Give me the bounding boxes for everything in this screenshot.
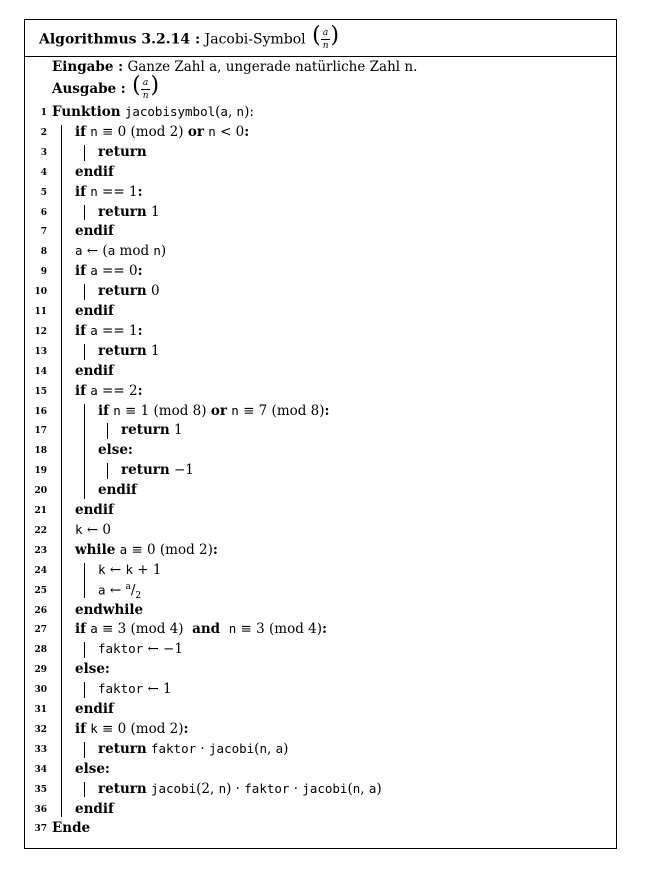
algorithm-label: Algorithmus 3.2.14 : — [39, 31, 201, 48]
code-line — [25, 163, 616, 183]
output-label: Ausgabe : — [52, 81, 126, 97]
code-text: endif — [98, 482, 137, 499]
line-number: 10 — [34, 287, 47, 298]
block-indent-bar — [84, 145, 85, 161]
line-number: 20 — [34, 486, 47, 497]
code-line — [25, 700, 616, 720]
block-indent-bar — [84, 782, 85, 798]
code-line — [25, 402, 616, 422]
code-line — [25, 501, 616, 521]
line-number: 4 — [40, 167, 47, 178]
code-text: return jacobi(2, n) · faktor · jacobi(n, a) — [98, 780, 382, 797]
line-number: 24 — [34, 565, 47, 576]
block-indent-bar — [84, 284, 85, 300]
code-text: if n ≡ 0 (mod 2) or n < 0: — [75, 123, 250, 140]
line-number: 14 — [34, 366, 47, 377]
code-line — [25, 242, 616, 262]
code-line — [25, 421, 616, 441]
code-text: else: — [75, 661, 110, 678]
code-line — [25, 322, 616, 342]
code-text: endif — [75, 502, 114, 518]
line-number: 11 — [34, 307, 47, 317]
code-line — [25, 640, 616, 660]
code-line — [25, 362, 616, 382]
line-number: 12 — [34, 326, 47, 337]
jacobi-symbol-fraction: ( a n ) — [312, 23, 340, 51]
line-number: 23 — [34, 545, 47, 556]
code-text: a ← $^a/_2$ — [98, 581, 142, 601]
line-number: 13 — [34, 346, 47, 357]
algorithm-name: Jacobi-Symbol — [204, 31, 306, 48]
code-line — [25, 203, 616, 223]
line-number: 5 — [40, 187, 47, 198]
line-number: 22 — [34, 525, 47, 536]
code-text: return 1 — [98, 203, 160, 220]
code-line — [25, 581, 616, 601]
code-text: return 1 — [98, 342, 160, 359]
line-number: 26 — [34, 605, 47, 616]
line-number: 3 — [40, 147, 47, 158]
line-number: 17 — [34, 426, 47, 437]
block-indent-bar — [84, 205, 85, 221]
code-line — [25, 461, 616, 481]
code-line — [25, 521, 616, 541]
block-indent-bar — [107, 423, 108, 439]
line-number: 7 — [40, 227, 47, 238]
line-number: 34 — [34, 764, 47, 775]
code-text: faktor ← −1 — [98, 641, 183, 658]
output-fraction: ( a n ) — [132, 73, 160, 101]
code-text: if a == 1: — [75, 322, 143, 339]
code-text: return 1 — [121, 422, 183, 439]
block-indent-bar — [107, 463, 108, 479]
code-text: endif — [75, 303, 114, 319]
block-indent-bar — [84, 563, 85, 599]
code-line — [25, 660, 616, 680]
input-text: Ganze Zahl a, ungerade natürliche Zahl n. — [127, 59, 418, 75]
input-label: Eingabe : — [52, 59, 124, 75]
code-line — [25, 262, 616, 282]
code-text: a ← (a mod n) — [75, 243, 167, 260]
block-indent-bar — [84, 344, 85, 360]
line-number: 15 — [34, 386, 47, 397]
code-text: endif — [75, 223, 114, 240]
output-line — [52, 73, 160, 101]
code-line — [25, 541, 616, 561]
code-line — [25, 123, 616, 143]
code-text: if k ≡ 0 (mod 2): — [75, 720, 189, 737]
line-number: 9 — [40, 267, 47, 278]
block-indent-bar — [84, 404, 85, 500]
line-number: 37 — [34, 824, 47, 835]
code-line — [25, 342, 616, 362]
code-text: Funktion jacobisymbol(a, n): — [52, 104, 254, 120]
line-number: 31 — [34, 705, 47, 715]
line-number: 30 — [34, 685, 47, 696]
line-number: 33 — [34, 744, 47, 755]
code-text: endwhile — [75, 601, 144, 618]
code-line — [25, 561, 616, 581]
algorithm-header — [25, 20, 616, 57]
line-number: 1 — [40, 108, 47, 118]
code-text: endif — [75, 701, 114, 717]
algorithm-title — [39, 23, 340, 51]
code-line — [25, 800, 616, 820]
line-number: 28 — [34, 645, 47, 656]
code-line — [25, 780, 616, 800]
line-number: 32 — [34, 724, 47, 735]
code-text: endif — [75, 362, 114, 379]
line-number: 8 — [40, 247, 47, 258]
code-line — [25, 282, 616, 302]
code-text: else: — [75, 760, 110, 777]
code-text: if n ≡ 1 (mod 8) or n ≡ 7 (mod 8): — [98, 402, 330, 419]
code-text: if a == 0: — [75, 263, 143, 280]
code-text: Ende — [52, 820, 91, 837]
fraction-denominator: n — [322, 41, 329, 51]
line-number: 27 — [34, 625, 47, 636]
code-line — [25, 103, 616, 123]
line-number: 36 — [34, 804, 47, 815]
code-line — [25, 382, 616, 402]
code-text: if n == 1: — [75, 183, 143, 200]
algorithm-box — [24, 19, 617, 849]
line-number: 25 — [34, 585, 47, 596]
code-line — [25, 819, 616, 839]
line-number: 29 — [34, 665, 47, 676]
code-line — [25, 302, 616, 322]
fraction-numerator: a — [322, 28, 329, 38]
code-text: return faktor · jacobi(n, a) — [98, 740, 289, 757]
line-number: 16 — [34, 406, 47, 417]
code-line — [25, 481, 616, 501]
input-line — [52, 59, 417, 75]
line-number: 2 — [40, 127, 47, 138]
code-line — [25, 601, 616, 621]
code-text: if a == 2: — [75, 382, 143, 399]
code-text: return 0 — [98, 283, 160, 300]
block-indent-bar — [61, 125, 62, 818]
code-text: endif — [75, 163, 114, 180]
block-indent-bar — [84, 682, 85, 698]
line-number: 18 — [34, 446, 47, 457]
block-indent-bar — [84, 642, 85, 658]
code-text: return −1 — [121, 462, 194, 479]
code-line — [25, 680, 616, 700]
code-line — [25, 222, 616, 242]
code-line — [25, 620, 616, 640]
code-text: endif — [75, 800, 114, 817]
line-number: 19 — [34, 466, 47, 477]
code-line — [25, 760, 616, 780]
code-text: else: — [98, 442, 133, 459]
code-line — [25, 720, 616, 740]
line-number: 35 — [34, 784, 47, 795]
code-text: while a ≡ 0 (mod 2): — [75, 541, 218, 558]
code-text: faktor ← 1 — [98, 681, 172, 698]
code-line — [25, 143, 616, 163]
code-text: if a ≡ 3 (mod 4) and n ≡ 3 (mod 4): — [75, 621, 327, 638]
line-number: 21 — [34, 506, 47, 516]
block-indent-bar — [84, 742, 85, 758]
code-line — [25, 441, 616, 461]
code-text: k ← 0 — [75, 521, 112, 538]
code-text: return — [98, 143, 147, 160]
line-number: 6 — [40, 207, 47, 218]
code-line — [25, 740, 616, 760]
code-line — [25, 183, 616, 203]
code-text: k ← k + 1 — [98, 561, 162, 578]
